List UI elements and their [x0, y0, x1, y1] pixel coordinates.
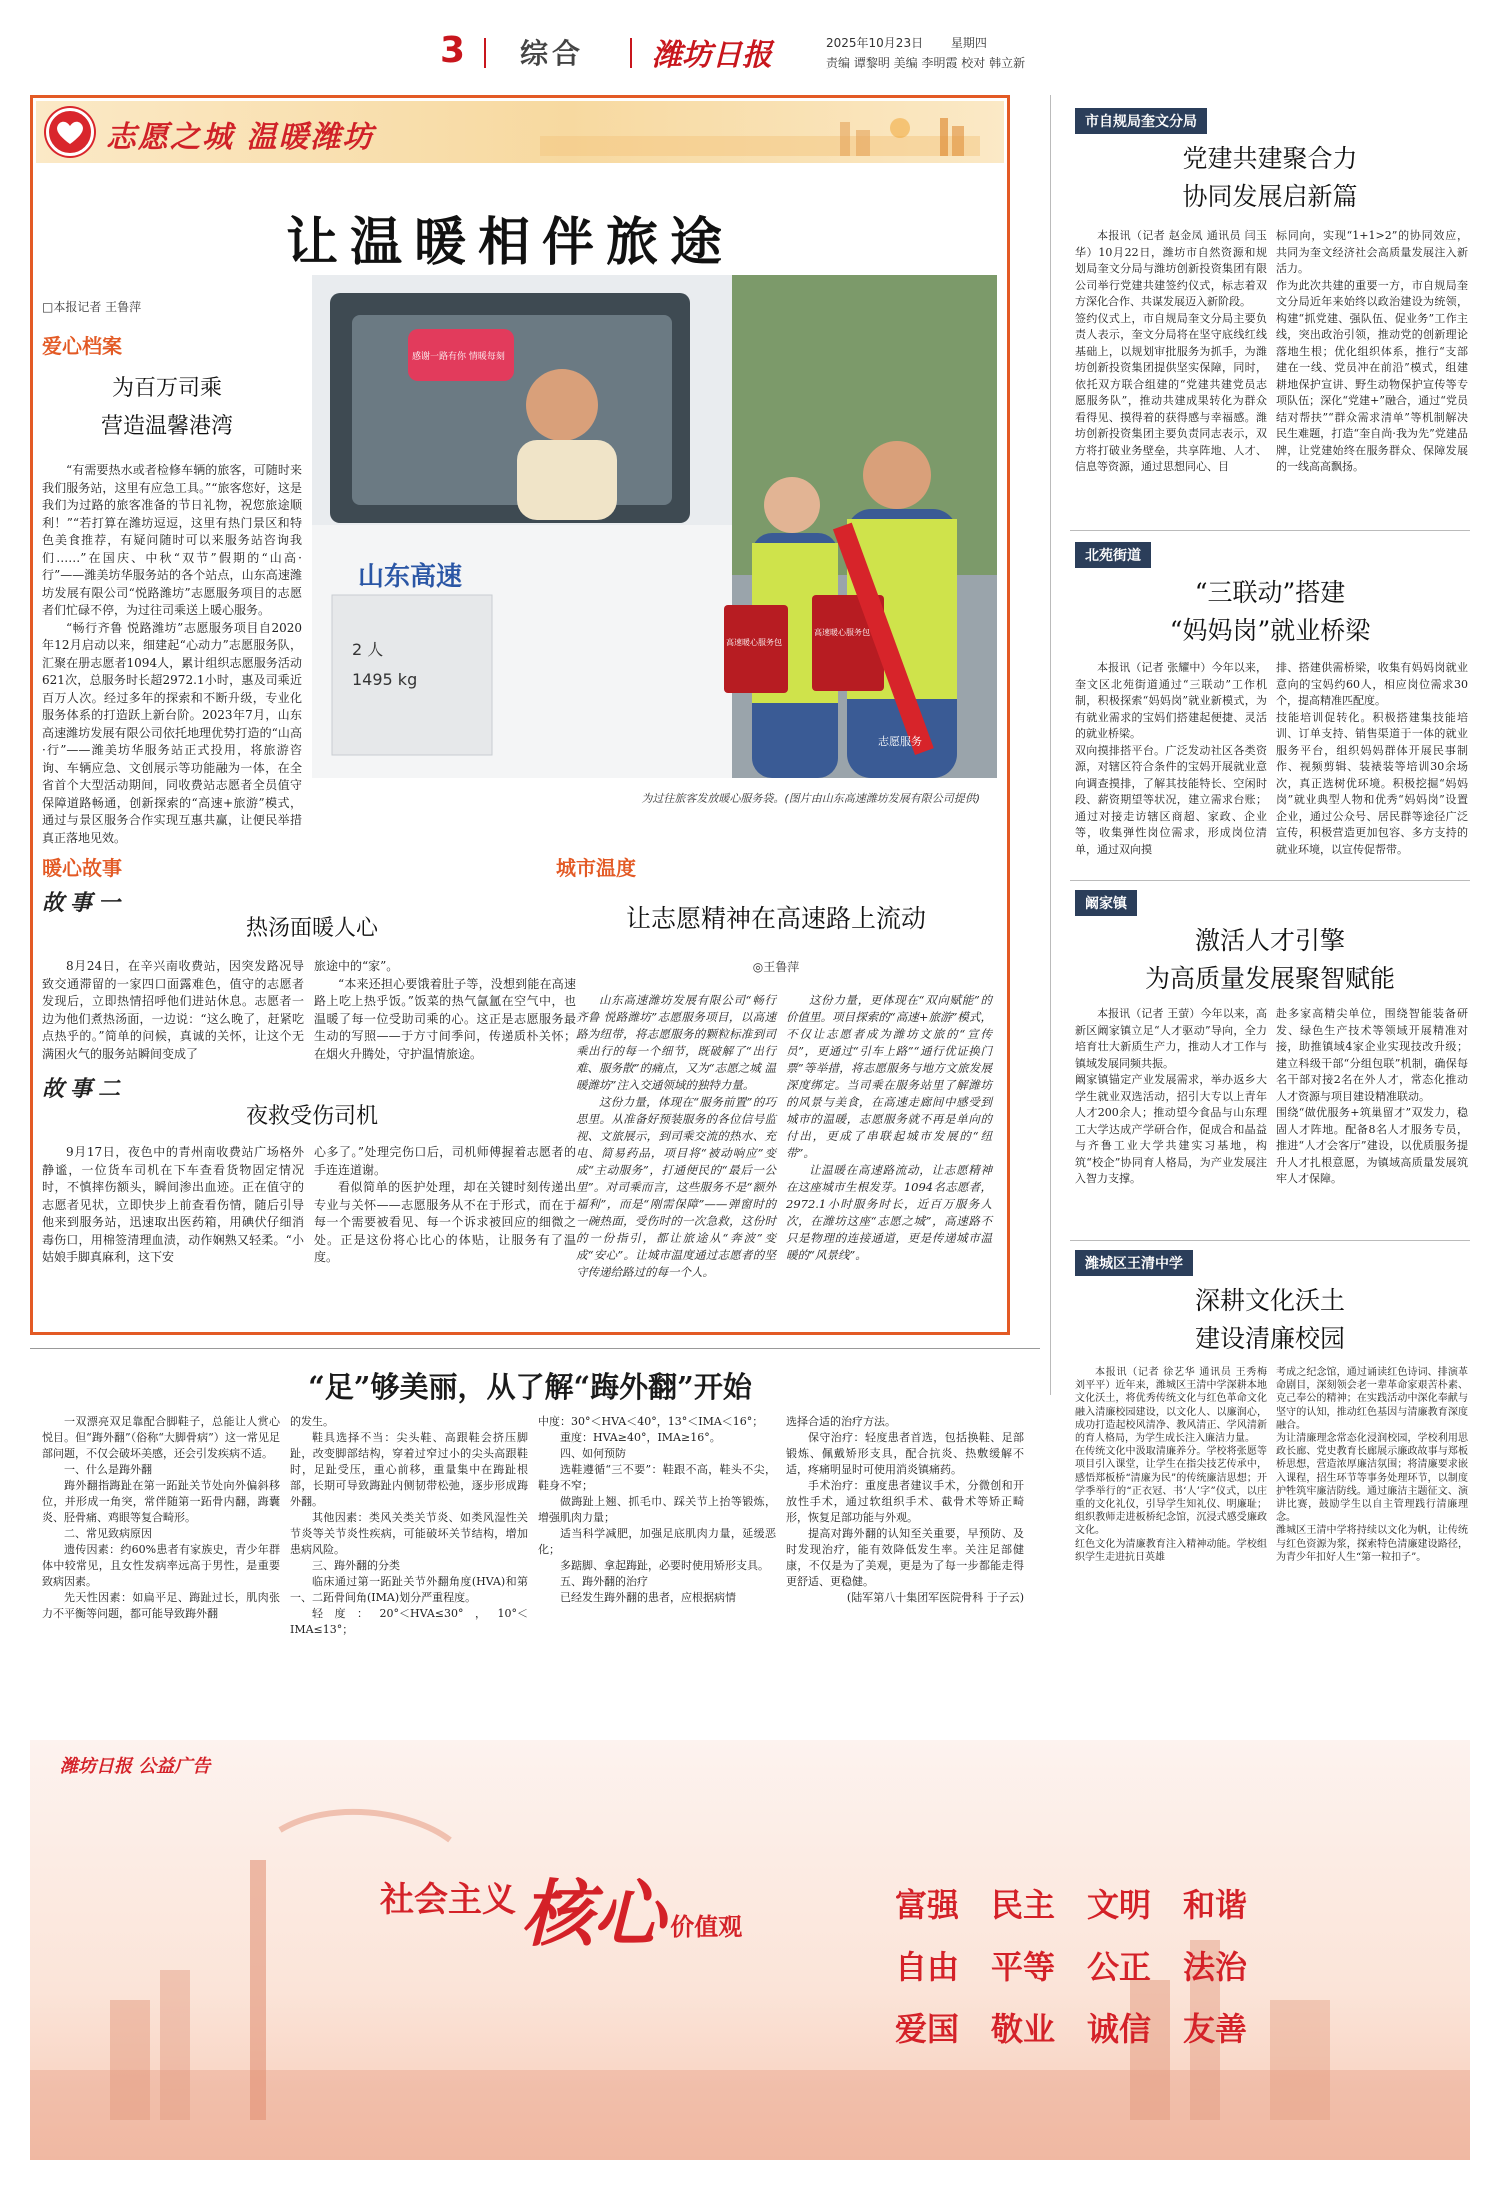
slogan-part: 价值观	[670, 1912, 743, 1941]
headline-line: 为高质量发展聚智赋能	[1144, 964, 1395, 993]
core-value: 公正	[1087, 1948, 1152, 1986]
paragraph: 本报讯（记者 徐艺华 通讯员 王秀梅 刘平平）近年来，潍城区王清中学深耕本地文化沃土，将优秀传统文化与红色革命文化融入清廉校园建设，以文化人、以廉润心，成功打造起校风清净、教风清正、学风清新的育人格局，为学生成长注入廉洁力量。 在传统文化中汲取清廉养分。学校将张愿等项目引入课堂，让学生在指尖技艺传承中，感悟郑板桥“清廉为民”的传统廉洁思想；开学季举行的“正衣冠、书‘人’字”仪式，以庄重的文化礼仪，引导学生知礼仪、明廉耻；组织教师走进板桥纪念馆，沉浸式感受廉政文化。 红色文化为清廉教育注入精神动能。学校组织学生走进抗日英雄	[1075, 1367, 1267, 1563]
section-subhead	[42, 370, 292, 446]
headline-line: “三联动”搭建	[1194, 578, 1346, 607]
paragraph: 看似简单的医护处理，却在关键时刻传递出专业与关怀——志愿服务从不在于形式，而在于每一个需要被看见、每一个诉求被回应的细微之处。正是这份将心比心的体贴，让服务有了温度。	[314, 1180, 576, 1264]
column-divider	[1050, 95, 1051, 1395]
paragraph: 做踇趾上翘、抓毛巾、踩关节上抬等锻炼，增强肌肉力量；	[538, 1495, 776, 1524]
news-tag: 潍城区王清中学	[1075, 1250, 1193, 1276]
paragraph: 赴多家高精尖单位，围绕智能装备研发、绿色生产技术等领域开展精准对接，助推镇域4家企业实现技改升级；建立科级干部“分组包联”机制，确保每名干部对接2名在外人才，常态化推动人才资源与项目建设精准联动。 围绕“做优服务+筑巢留才”双发力，稳固人才阵地。配备8名人才服务专员，推进“人才会客厅”建设，以优质服务提升人才扎根意愿，为镇域高质量发展筑牢人才保障。	[1276, 1007, 1468, 1185]
paragraph: 标同向，实现“1+1>2”的协同效应，共同为奎文经济社会高质量发展注入新活力。 作为此次共建的重要一方，市自规局奎文分局近年来始终以政治建设为统领，构建“抓党建、强队伍、促业务”工作主线，突出政治引领，推动党的创新理论落地生根；优化组织体系，推行“支部建在一线、党员冲在前沿”模式，组建耕地保护宣讲、野生动物保护宣传等专项队伍；深化“党建+”融合，通过“党员结对帮扶”“群众需求清单”等机制解决民生难题，打造“奎自尚·我为先”党建品牌，让党建始终在服务群众、保障发展的一线高高飘扬。	[1276, 229, 1468, 473]
paragraph: 临床通过第一跖趾关节外翻角度(HVA)和第一、二跖骨间角(IMA)划分严重程度。	[290, 1575, 528, 1604]
volunteers-photo-icon	[312, 275, 997, 778]
paragraph: 鞋具选择不当：尖头鞋、高跟鞋会挤压脚趾，改变脚部结构，穿着过窄过小的尖头高跟鞋时，足趾受压，重心前移，重量集中在踇趾根部，长期可导致踇趾内侧韧带松弛，逐步形成踇外翻。	[290, 1431, 528, 1508]
paragraph: 手术治疗：重度患者建议手术，分微创和开放性手术，通过软组织手术、截骨术等矫正畸形，恢复足部功能与外观。	[786, 1479, 1024, 1524]
story-title: 夜救受伤司机	[245, 1104, 378, 1129]
heart-logo-icon	[46, 108, 94, 156]
article-body	[42, 462, 302, 847]
paragraph: 本报讯（记者 赵金凤 通讯员 闫玉华）10月22日，潍坊市自然资源和规划局奎文分局与潍坊创新投资集团有限公司举行党建共建签约仪式，标志着双方深化合作、共谋发展迈入新阶段。 签约仪式上，市自规局奎文分局主要负责人表示，奎文分局将在坚守底线红线基础上，以规划审批服务为抓手，为潍坊创新投资集团提供坚实保障，同时，依托双方联合组建的“党建共建党员志愿服务队”，推动共建成果转化为群众看得见、摸得着的获得感与幸福感。潍坊创新投资集团主要负责同志表示，双方将打破业务壁垒，共享阵地、人才、信息等资源，通过思想同心、目	[1075, 229, 1267, 473]
paragraph: 保守治疗：轻度患者首选，包括换鞋、足部锻炼、佩戴矫形支具，配合抗炎、热敷缓解不适，疼痛明显时可使用消炎镇痛药。	[786, 1431, 1024, 1476]
news-headline	[1070, 922, 1470, 998]
sign-lettering: 感谢一路有你 情暖每刻	[412, 352, 505, 362]
date: 2025年10月23日	[826, 36, 924, 50]
core-value: 和谐	[1183, 1886, 1248, 1924]
core-value: 敬业	[991, 2010, 1056, 2048]
health-article-col	[290, 1414, 528, 1638]
news-headline	[1070, 140, 1470, 216]
paragraph: 让温暖在高速路流动，让志愿精神在这座城市生根发芽。1094名志愿者，2972.1小时服务时长，近百万服务人次，在潍坊这座“志愿之城”，高速路不只是物理的连接通道，更是传递城市温暖的“风景线”。	[786, 1163, 992, 1262]
core-value: 富强	[895, 1886, 960, 1924]
story-body	[42, 958, 304, 1063]
core-value: 诚信	[1087, 2010, 1152, 2048]
core-value: 友善	[1183, 2010, 1248, 2048]
headline-line: “妈妈岗”就业桥梁	[1169, 616, 1371, 645]
news-tag: 阚家镇	[1075, 890, 1137, 916]
paragraph: 本报讯（记者 张耀中）今年以来，奎文区北苑街道通过“三联动”工作机制，积极探索“妈妈岗”就业新模式，为有就业需求的宝妈们搭建起便捷、灵活的就业桥梁。 双向摸排搭平台。广泛发动社区各类资源，对辖区符合条件的宝妈开展就业意向调查摸排，了解其技能特长、空闲时段、薪资期望等状况，建立需求台账；通过对接走访辖区商超、家政、企业等，收集弹性岗位需求，形成岗位清单，通过双向摸	[1075, 661, 1267, 856]
core-value: 自由	[895, 1948, 960, 1986]
news-headline	[1070, 1282, 1470, 1358]
section-name: 综合	[520, 37, 585, 70]
byline: □本报记者 王鲁萍	[42, 300, 142, 314]
core-value: 平等	[991, 1948, 1056, 1986]
health-article-title: “足”够美丽，从了解“踇外翻”开始	[308, 1370, 752, 1404]
paragraph: 二、常见致病原因	[64, 1527, 152, 1540]
core-value: 民主	[991, 1886, 1056, 1924]
paragraph: 旅途中的“家”。	[314, 959, 399, 973]
slogan-part: 社会主义	[380, 1880, 516, 1920]
core-value: 法治	[1183, 1948, 1248, 1986]
commentary-body	[576, 992, 776, 1281]
slogan-part: 核心	[521, 1871, 666, 1956]
paragraph: 提高对踇外翻的认知至关重要，早预防、及时发现治疗，能有效降低发生率。关注足部健康，不仅是为了美观，更是为了每一步都能走得更舒适、更稳健。	[786, 1527, 1024, 1588]
news-headline	[1070, 574, 1470, 650]
paragraph: 选择合适的治疗方法。	[786, 1415, 896, 1428]
story-label: 故事一	[42, 890, 127, 916]
signature: (陆军第八十集团军医院骨科 于子云)	[846, 1591, 1024, 1604]
paragraph: 9月17日，夜色中的青州南收费站广场格外静谧，一位货车司机在下车查看货物固定情况时，不慎摔伤额头，瞬间渗出血迹。正在值守的志愿者见状，立即快步上前查看伤情，随后引导他来到服务站，迅速取出医药箱，用碘伏仔细消毒伤口，用棉签清理血渍，动作娴熟又轻柔。“小姑娘手脚真麻利，这下安	[42, 1145, 304, 1264]
news-body	[1276, 1366, 1468, 1564]
paragraph: 选鞋遵循“三不要”：鞋跟不高，鞋头不尖，鞋身不窄；	[538, 1463, 776, 1492]
paragraph: 踇外翻指踇趾在第一跖趾关节处向外偏斜移位，并形成一角突，常伴随第一跖骨内翻，踇囊炎、胫骨痛、鸡眼等复合畸形。	[42, 1479, 280, 1524]
truck-capacity: 2 人	[352, 640, 384, 659]
divider	[30, 1348, 1040, 1349]
paragraph: “畅行齐鲁 悦路潍坊”志愿服务项目自2020年12月启动以来，细建起“心动力”志愿服务队，汇聚在册志愿者1094人，累计组织志愿服务活动621次，总服务时长超2972.1小时，惠及司乘近百万人次。经过多年的探索和不断升级，专业化服务体系的打造跃上新台阶。2023年7月，山东高速潍坊发展有限公司依托地理优势打造的“山高·行”——潍美坊华服务站正式投用，将旅游咨询、车辆应急、文创展示等功能融为一体，在全省首个大型活动期间，同收费站志愿者全员值守保障道路畅通，创新探索的“高速+旅游”模式，通过与景区服务合作实现互惠共赢，让便民举措真正落地见效。	[42, 620, 302, 845]
paragraph: 一、什么是踇外翻	[64, 1463, 152, 1476]
divider	[1070, 530, 1470, 531]
paragraph: 心多了。”处理完伤口后，司机师傅握着志愿者的手连连道谢。	[314, 1145, 576, 1177]
paragraph: “有需要热水或者检修车辆的旅客，可随时来我们服务站，这里有应急工具。”“旅客您好，这是我们为过路的旅客准备的节日礼物，祝您旅途顺利！”“若打算在潍坊逗逗，这里有热门景区和特色美食推荐，有疑问随时可以来服务站咨询我们……”在国庆、中秋“双节”假期的“山高·行”——潍美坊华服务站的各个站点，山东高速潍坊发展有限公司“悦路潍坊”志愿服务项目的志愿者们忙碌不停，为过往司乘送上暖心服务。	[42, 463, 302, 617]
headline-line: 激活人才引擎	[1194, 926, 1345, 955]
subhead-line: 营造温馨港湾	[100, 414, 233, 439]
headline-line: 党建共建聚合力	[1182, 144, 1358, 173]
paragraph: 适当科学减肥，加强足底肌肉力量，延缓恶化；	[538, 1527, 776, 1556]
feature-photo	[312, 275, 997, 778]
news-body	[1276, 660, 1468, 858]
bag-lettering: 高速暖心服务包	[814, 628, 870, 637]
news-body	[1276, 228, 1468, 476]
section-tag: 城市温度	[556, 856, 636, 880]
photo-caption: 为过往旅客发放暖心服务袋。(图片由山东高速潍坊发展有限公司提供)	[641, 792, 980, 805]
news-tag: 北苑街道	[1075, 542, 1151, 568]
health-article-col	[786, 1414, 1024, 1606]
commentary-body	[786, 992, 992, 1264]
paragraph: 重度：HVA≥40°，IMA≥16°。	[560, 1431, 721, 1444]
paragraph: “本来还担心要饿着肚子等，没想到能在高速路上吃上热乎饭。”饭菜的热气氤氲在空气中，也温暖了每一位受助司乘的心。这正是志愿服务最生动的写照——于方寸间季问，传递质朴关怀；在烟火升腾处，守护温情旅途。	[314, 976, 576, 1061]
sash-lettering: 志愿服务	[878, 735, 922, 748]
health-article-col	[538, 1414, 776, 1606]
paragraph: 先天性因素：如扁平足、踇趾过长，肌肉张力不平衡等问题，都可能导致踇外翻	[42, 1591, 280, 1620]
divider	[630, 38, 632, 68]
story-body	[314, 958, 576, 1063]
weekday: 星期四	[950, 36, 987, 50]
headline-line: 深耕文化沃土	[1194, 1286, 1345, 1315]
paragraph: 一双漂亮双足靠配合脚鞋子，总能让人赏心悦目。但“踇外翻”（俗称“大脚骨病”）这一常见足部问题，不仅会破坏美感，还会引发疾病不适。	[42, 1415, 280, 1460]
news-body	[1075, 228, 1267, 476]
paragraph: 三、踇外翻的分类	[312, 1559, 400, 1572]
divider	[1070, 1240, 1470, 1241]
news-body	[1075, 1006, 1267, 1188]
news-tag: 市自规局奎文分局	[1075, 108, 1207, 134]
main-title: 让温暖相伴旅途	[285, 212, 734, 273]
truck-lettering: 山东高速	[358, 562, 463, 592]
paragraph: 轻度：20°＜HVA≤30°，10°＜IMA≤13°；	[290, 1607, 528, 1636]
truck-weight: 1495 kg	[352, 670, 418, 689]
paper-name: 潍坊日报	[652, 38, 772, 73]
banner-title: 志愿之城 温暖潍坊	[106, 120, 375, 155]
paragraph: 遗传因素：约60%患者有家族史，青少年群体中较常见，且女性发病率远高于男性，是重要致病因素。	[42, 1543, 280, 1588]
masthead	[440, 28, 1080, 78]
divider	[484, 38, 486, 68]
section-tag: 暖心故事	[42, 856, 122, 880]
story-title: 热汤面暖人心	[245, 916, 378, 941]
health-article-col	[42, 1414, 280, 1622]
paragraph: 已经发生踇外翻的患者，应根据病情	[560, 1591, 736, 1604]
core-value: 文明	[1087, 1886, 1152, 1924]
ad-label: 潍坊日报 公益广告	[60, 1756, 211, 1777]
dateline	[826, 34, 987, 51]
story-body	[314, 1144, 576, 1267]
paragraph: 五、踇外翻的治疗	[560, 1575, 648, 1588]
paragraph: 这份力量，更体现在“双向赋能”的价值里。项目探索的“高速+旅游”模式，不仅让志愿者成为潍坊文旅的“宣传员”，更通过“引车上路”“通行优证换门票”等举措，将志愿服务与地方文旅发展深度绑定。当司乘在服务站里了解潍坊的风景与美食，在高速走廊间中感受到城市的温暖，志愿服务就不再是单向的付出，更成了串联起城市发展的“纽带”。	[786, 993, 992, 1160]
core-value: 爱国	[895, 2010, 960, 2048]
paragraph: 中度：30°＜HVA＜40°，13°＜IMA＜16°；	[538, 1415, 764, 1428]
core-values	[895, 1880, 1295, 2050]
paragraph: 考成之纪念馆，通过诵读红色诗词、排演革命剧目，深刻领会老一辈革命家艰苦朴素、克己奉公的精神；在实践活动中深化奉献与坚守的认知，推动红色基因与清廉教育深度融合。 为让清廉理念常态化浸润校园，学校利用思政长廊、党史教育长廊展示廉政故事与郑板桥思想，营造浓厚廉洁氛围；将清廉要求嵌入课程，招生环节等事务处理环节，以制度护牲筑牢廉洁防线。通过廉洁主题征文、演讲比赛，鼓励学生以自主管理践行清廉理念。 潍城区王清中学将持续以文化为帆，让传统与红色资源为浆，探索特色清廉建设路径，为青少年扣好人生“第一粒扣子”。	[1276, 1367, 1468, 1563]
paragraph: 排、搭建供需桥梁，收集有妈妈岗就业意向的宝妈约60人，相应岗位需求30个，提高精准匹配度。 技能培训促转化。积极搭建集技能培训、订单支持、销售渠道于一体的就业服务平台，组织妈妈群体开展民事制作、视频剪辑、装裱装等培训30余场次，真正选树优环境。积极挖掘“妈妈岗”就业典型人物和优秀“妈妈岗”设置企业，通过公众号、居民群等途径广泛宣传，积极营造更加包容、多方支持的就业环境，以宣传促帮带。	[1276, 661, 1468, 856]
paragraph: 其他因素：类风关类关节炎、如类风湿性关节炎等关节炎性疾病，可能破坏关节结构，增加患病风险。	[290, 1511, 528, 1556]
ad-slogan	[380, 1856, 742, 1960]
editors: 责编 谭黎明 美编 李明霞 校对 韩立新	[826, 56, 1026, 70]
divider	[1070, 880, 1470, 881]
paragraph: 山东高速潍坊发展有限公司“畅行齐鲁 悦路潍坊”志愿服务项目，以高速路为纽带，将志愿服务的颗粒标准到司乘出行的每一个细节，既破解了“出行难、服务散”的痛点，又为“志愿之城 温暖潍坊”注入交通领域的独特力量。	[576, 993, 776, 1092]
story-label: 故事二	[42, 1076, 127, 1102]
commentary-title: 让志愿精神在高速路上流动	[625, 904, 926, 933]
subhead-line: 为百万司乘	[111, 376, 222, 401]
paragraph: 这份力量，体现在“服务前置”的巧思里。从准备好预装服务的各位信号监视、文旅展示，到司乘交流的热水、充电、简易药品，项目将“被动响应”变成“主动服务”，打通便民的“最后一公里”。对司乘而言，这些服务不是“额外福利”，而是“刚需保障”——弹窗时的一碗热面，受伤时的一次急救，这份时的一份指引，都让旅途从“奔波”变成“安心”。让城市温度通过志愿者的坚守传递给路过的每一个人。	[576, 1095, 776, 1279]
paragraph: 8月24日，在辛兴南收费站，因突发路况导致交通滞留的一家四口面露难色，值守的志愿者发现后，立即热情招呼他们进站休息。志愿者一边为他们煮热汤面，一边说：“这么晚了，赶紧吃点热乎的。”简单的问候，真诚的关怀，让这个无满困火气的服务站瞬间变成了	[42, 959, 304, 1061]
city-skyline-icon	[540, 112, 980, 156]
paragraph: 多踮脚、拿起踇趾，必要时使用矫形支具。	[560, 1559, 769, 1572]
story-body	[42, 1144, 304, 1267]
news-body	[1276, 1006, 1468, 1188]
bag-lettering: 高速暖心服务包	[726, 638, 782, 647]
news-body	[1075, 1366, 1267, 1564]
headline-line: 建设清廉校园	[1194, 1324, 1345, 1353]
commentary-byline: ◎王鲁萍	[752, 960, 800, 974]
paragraph: 四、如何预防	[560, 1447, 626, 1460]
paragraph: 本报讯（记者 王萤）今年以来，高新区阚家镇立足“人才驱动”导向，全力培育壮大新质生产力，推动人才工作与镇域发展同频共振。 阚家镇锚定产业发展需求，举办返乡大学生就业双选活动，招引大专以上青年人才200余人；推动望今食品与山东理工大学达成产学研合作，促成合和晶益与齐鲁工业大学共建实习基地，构筑“校企”协同育人格局，为产业发展注入智力支撑。	[1075, 1007, 1267, 1185]
paragraph: 的发生。	[290, 1415, 334, 1428]
section-tag: 爱心档案	[42, 334, 122, 358]
page-number: 3	[440, 30, 466, 71]
headline-line: 协同发展启新篇	[1182, 182, 1358, 211]
news-body	[1075, 660, 1267, 858]
